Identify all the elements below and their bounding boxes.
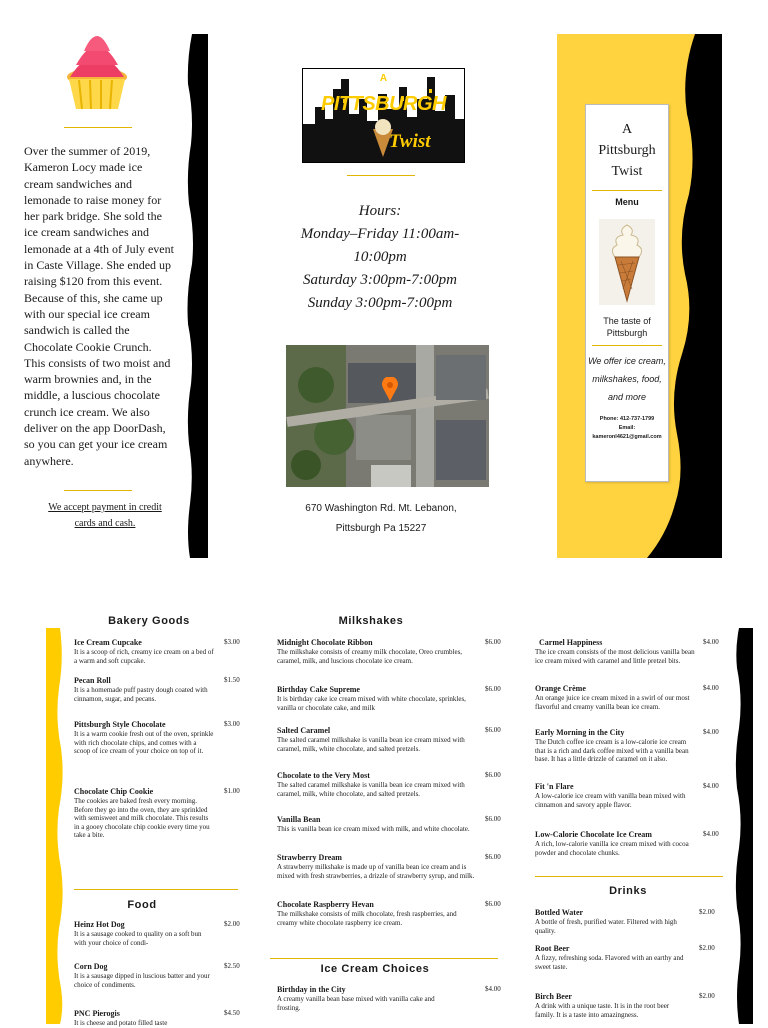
about-story: Over the summer of 2019, Kameron Locy made ice cream sandwiches and lemonade to raise money for her park bridge. She sold the ice cream sandwiches and lemonade at a 4th of July event in Caste Village. She ended up raising $120 from this event. Because of this, she came up with our special ice cream sandwich is called the Chocolate Cookie Crunch. This consists of two moist and warm brownies and, in the middle, a luscious chocolate crunch ice cream. We also deliver on the app DoorDash, so you can get your ice cream anywhere.	[24, 144, 174, 468]
cupcake-icon	[62, 25, 132, 113]
menu-item-name: Midnight Chocolate Ribbon	[277, 638, 373, 647]
menu-item	[535, 944, 727, 971]
menu-item-desc: A rich, low-calorie vanilla ice cream mixed with cocoa powder and chocolate chunks.	[535, 840, 689, 857]
divider	[270, 958, 498, 959]
menu-item-desc: It is a sausage cooked to quality on a soft bun with your choice of condi-	[74, 930, 202, 947]
menu-item-desc: This is vanilla bean ice cream mixed with milk, and white chocolate.	[277, 825, 470, 833]
menu-item-name: Orange Crème	[535, 684, 586, 693]
menu-item-price: $6.00	[485, 853, 501, 861]
menu-item-name: Birthday in the City	[277, 985, 346, 994]
menu-item-name: Vanilla Bean	[277, 815, 321, 824]
decorative-strip	[733, 628, 753, 1024]
menu-item	[74, 638, 244, 665]
menu-item-name: Pittsburgh Style Chocolate	[74, 720, 166, 729]
address	[276, 499, 486, 539]
menu-item-name: Heinz Hot Dog	[74, 920, 125, 929]
menu-item-desc: A strawberry milkshake is made up of vanilla bean ice cream and is mixed with fresh strawberries, a drizzle of strawberry syrup, and milk.	[277, 863, 475, 880]
payment-note: We accept payment in credit cards and cash.	[48, 502, 162, 529]
menu-item	[535, 684, 727, 711]
ice-cream-cone-icon	[599, 219, 655, 305]
decorative-strip	[186, 34, 208, 558]
section-title-choices: Ice Cream Choices	[320, 963, 430, 975]
menu-item-price: $4.00	[703, 638, 719, 646]
menu-item-name: Fit 'n Flare	[535, 782, 574, 791]
menu-item	[74, 920, 244, 947]
menu-item	[74, 1009, 244, 1028]
hours-saturday: Saturday 3:00pm-7:00pm	[302, 272, 457, 288]
menu-item	[277, 853, 507, 880]
menu-item-price: $6.00	[485, 638, 501, 646]
cover-title-line1: A	[621, 122, 633, 137]
hours-sunday: Sunday 3:00pm-7:00pm	[307, 295, 453, 311]
menu-item-price: $4.00	[485, 985, 501, 993]
menu-item-desc: It is cheese and potato filled taste	[74, 1019, 168, 1027]
menu-item-name: Birch Beer	[535, 992, 572, 1001]
section-title-drinks: Drinks	[609, 885, 647, 897]
menu-item-name: Corn Dog	[74, 962, 108, 971]
menu-item-name: Chocolate to the Very Most	[277, 771, 370, 780]
menu-item	[535, 908, 727, 935]
cover-title-line3: Twist	[611, 164, 643, 179]
cover-title-line2: Pittsburgh	[598, 143, 656, 158]
menu-item-desc: The milkshake consists of creamy milk chocolate, Oreo crumbles, caramel, milk, and luscious chocolate ice cream.	[277, 648, 463, 665]
cover-email-label: Email:	[618, 425, 636, 431]
menu-item-price: $1.00	[224, 787, 240, 795]
logo-main: PITTSBURGH	[321, 93, 446, 115]
divider	[64, 490, 132, 491]
menu-item-desc: The cookies are baked fresh every morning. Before they go into the oven, they are sprinkled with semisweet and milk chocolate. This results in a gooey chocolate chip cookie every time you take a bite.	[74, 797, 210, 840]
menu-item-price: $2.00	[699, 944, 715, 952]
menu-item-price: $6.00	[485, 900, 501, 908]
menu-item-desc: It is birthday cake ice cream mixed with white chocolate, sprinkles, vanilla or chocolate cake, and milk	[277, 695, 466, 712]
location-map	[286, 345, 489, 487]
menu-item	[535, 728, 727, 764]
hours-weekday: Monday–Friday 11:00am-10:00pm	[300, 226, 460, 265]
menu-item-desc: The salted caramel milkshake is vanilla bean ice cream mixed with caramel, milk, white chocolate, and salted pretzels.	[277, 736, 465, 753]
divider	[347, 175, 415, 176]
menu-item	[277, 900, 507, 927]
menu-item-desc: A drink with a unique taste. It is in the root beer family. It is a taste into amazingness.	[535, 1002, 670, 1019]
menu-item-name: Strawberry Dream	[277, 853, 342, 862]
menu-item-name: Early Morning in the City	[535, 728, 625, 737]
menu-item	[535, 830, 727, 857]
hours-title: Hours:	[358, 203, 402, 219]
menu-item-name: Chocolate Chip Cookie	[74, 787, 154, 796]
map-pin-icon	[382, 377, 398, 401]
menu-item-price: $6.00	[485, 771, 501, 779]
menu-item	[277, 771, 507, 798]
hours-block	[280, 200, 480, 315]
menu-item-desc: The ice cream consists of the most delicious vanilla bean ice cream mixed with caramel and little pretzel bits.	[535, 648, 695, 665]
menu-item-desc: It is a warm cookie fresh out of the oven, sprinkle with rich chocolate chips, and comes with a scoop of ice cream of your choice on top of it.	[74, 730, 214, 756]
menu-item-price: $4.00	[703, 830, 719, 838]
menu-item	[535, 638, 727, 665]
menu-item-name: Ice Cream Cupcake	[74, 638, 142, 647]
menu-item-price: $3.00	[224, 720, 240, 728]
menu-item	[74, 676, 244, 703]
menu-item	[277, 638, 507, 665]
menu-item	[277, 985, 507, 1012]
menu-item-name: Pecan Roll	[74, 676, 111, 685]
menu-item-price: $1.50	[224, 676, 240, 684]
section-title-bakery: Bakery Goods	[108, 615, 190, 627]
menu-item-price: $2.00	[224, 920, 240, 928]
logo-top: A	[379, 73, 388, 84]
menu-item-price: $4.00	[703, 684, 719, 692]
decorative-strip	[46, 628, 66, 1024]
menu-item-desc: It is a scoop of rich, creamy ice cream on a bed of a warm and soft cupcake.	[74, 648, 214, 665]
menu-item-name: Salted Caramel	[277, 726, 331, 735]
menu-item-price: $6.00	[485, 815, 501, 823]
menu-item-price: $2.00	[699, 908, 715, 916]
menu-item-price: $4.50	[224, 1009, 240, 1017]
menu-item	[535, 992, 727, 1019]
menu-item-name: Carmel Happiness	[539, 638, 603, 647]
menu-item-price: $2.50	[224, 962, 240, 970]
menu-item-price: $2.00	[699, 992, 715, 1000]
cover-menu-label: Menu	[615, 197, 639, 207]
menu-item-desc: The salted caramel milkshake is vanilla bean ice cream mixed with caramel, milk, white chocolate, and salted pretzels.	[277, 781, 465, 798]
menu-item-desc: An orange juice ice cream mixed in a swirl of our most flavorful and creamy vanilla bean ice cream.	[535, 694, 690, 711]
menu-item-name: Root Beer	[535, 944, 570, 953]
menu-item-desc: It is a homemade puff pastry dough coated with cinnamon, sugar, and pecans.	[74, 686, 208, 703]
divider	[592, 190, 662, 191]
menu-item-name: Chocolate Raspberry Hevan	[277, 900, 374, 909]
cover-offer: We offer ice cream, milkshakes, food, and more	[588, 356, 666, 402]
menu-item	[74, 962, 244, 989]
address-line2: Pittsburgh Pa 15227	[335, 523, 427, 534]
menu-item-price: $3.00	[224, 638, 240, 646]
menu-item	[535, 782, 727, 809]
menu-item-desc: It is a sausage dipped in luscious batter and your choice of condiments.	[74, 972, 210, 989]
menu-item	[277, 685, 507, 712]
divider	[64, 127, 132, 128]
address-line1: 670 Washington Rd. Mt. Lebanon,	[305, 503, 457, 514]
menu-item-price: $6.00	[485, 726, 501, 734]
cover-phone: Phone: 412-737-1799	[599, 416, 655, 422]
menu-item-desc: A creamy vanilla bean base mixed with vanilla cake and frosting.	[277, 995, 435, 1012]
cover-tagline: The taste of Pittsburgh	[603, 316, 651, 338]
divider	[535, 876, 723, 877]
logo-sub: Twist	[389, 131, 431, 152]
divider	[74, 889, 238, 890]
section-title-food: Food	[127, 899, 157, 911]
menu-item	[74, 720, 244, 756]
menu-item-name: Low-Calorie Chocolate Ice Cream	[535, 830, 652, 839]
section-title-milkshakes: Milkshakes	[338, 615, 404, 627]
menu-item-desc: The Dutch coffee ice cream is a low-calorie ice cream that is a rich and dark coffee mixed with a vanilla bean base. It has a little drizzle of caramel on it also.	[535, 738, 689, 764]
menu-item-price: $6.00	[485, 685, 501, 693]
menu-item-price: $4.00	[703, 728, 719, 736]
divider	[592, 345, 662, 346]
cover-email: kameronl4621@gmail.com	[592, 434, 662, 440]
menu-item	[277, 815, 507, 834]
menu-item-name: PNC Pierogis	[74, 1009, 120, 1018]
menu-item-price: $4.00	[703, 782, 719, 790]
menu-item-desc: A bottle of fresh, purified water. Filtered with high quality.	[535, 918, 677, 935]
menu-item-desc: The milkshake consists of milk chocolate, fresh raspberries, and creamy white chocolate raspberry ice cream.	[277, 910, 457, 927]
menu-item-name: Bottled Water	[535, 908, 584, 917]
menu-item-desc: A fizzy, refreshing soda. Flavored with an earthy and sweet taste.	[535, 954, 684, 971]
menu-item-name: Birthday Cake Supreme	[277, 685, 360, 694]
menu-item	[277, 726, 507, 753]
cover-card	[585, 104, 669, 482]
menu-item	[74, 787, 244, 840]
logo	[302, 68, 465, 163]
menu-item-desc: A low-calorie ice cream with vanilla bean mixed with cinnamon and savory apple flavor.	[535, 792, 686, 809]
